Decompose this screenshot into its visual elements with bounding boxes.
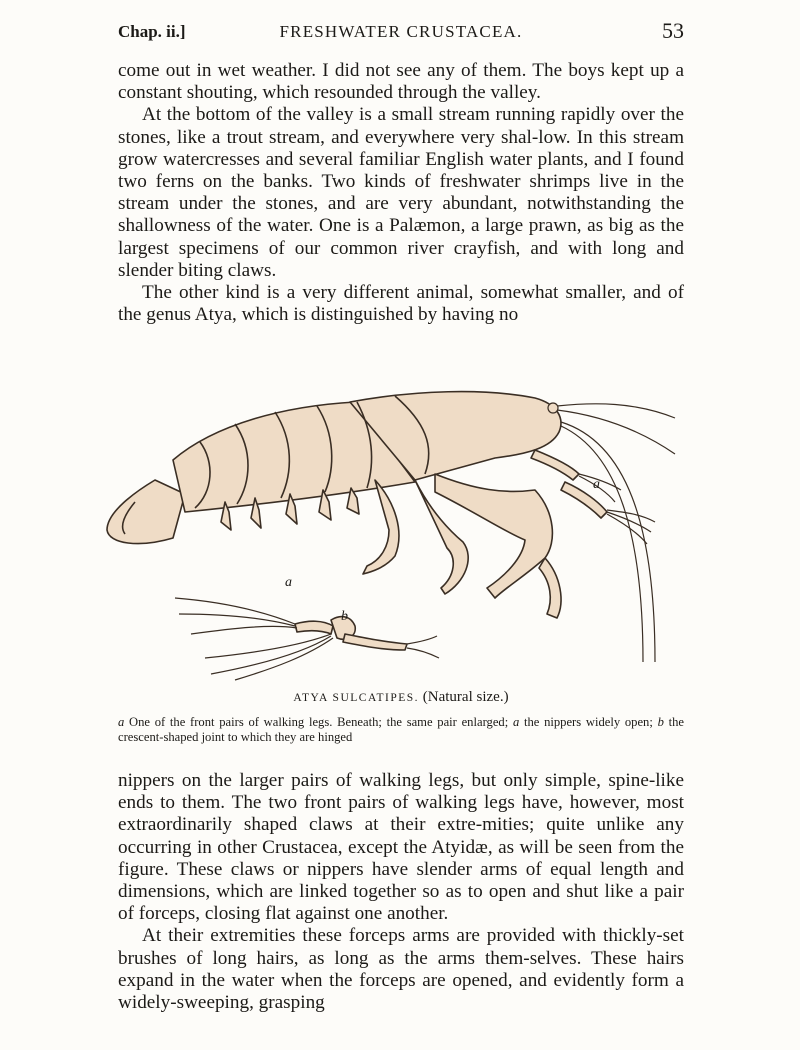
- figure-caption-title: [118, 689, 684, 706]
- paragraph: come out in wet weather. I did not see any of them. The boys kept up a constant shouting, which resounded through the valley.: [118, 60, 684, 104]
- nipper-leg: [561, 482, 607, 518]
- long-antenna: [561, 422, 655, 662]
- figure-label-a: a: [593, 477, 600, 492]
- eye: [548, 403, 558, 413]
- species-name: ATYA SULCATIPES.: [293, 692, 420, 704]
- detail-brush: [205, 634, 333, 680]
- detail-brush: [175, 598, 297, 634]
- caption-text: the crescent-shaped joint to which they are hinged: [118, 715, 684, 744]
- caption-size: (Natural size.): [422, 689, 509, 705]
- caption-letter-a: a: [512, 715, 520, 729]
- chapter-label: Chap. ii.]: [118, 22, 186, 41]
- antenna: [557, 410, 675, 454]
- caption-letter-b: b: [657, 715, 664, 729]
- large-walking-leg-claw: [539, 558, 561, 618]
- nipper-leg: [531, 450, 579, 480]
- detail-leg: [295, 621, 333, 634]
- running-title: FRESHWATER CRUSTACEA.: [279, 22, 523, 41]
- text-block-bottom: [118, 770, 684, 1014]
- paragraph: The other kind is a very different animal, somewhat smaller, and of the genus Atya, which is distinguished by having no: [118, 282, 684, 326]
- antenna: [557, 404, 675, 418]
- paragraph: nippers on the larger pairs of walking legs, but only simple, spine-like ends to them. The two front pairs of walking legs have, however, most extraordinarily shaped claws at their extre-mities; quite unlike any occurring in other Crustacea, except the Atyidæ, as will be seen from the figure. These claws or nippers have slender arms of equal length and dimensions, which are linked together so as to open and shut like a pair of forceps, closing flat against one another.: [118, 770, 684, 925]
- tail-fan: [107, 480, 185, 544]
- figure-caption-note: [118, 715, 684, 745]
- long-antenna: [561, 426, 643, 662]
- detail-leg-lower: [343, 634, 407, 650]
- detail-nipper: [407, 636, 439, 658]
- caption-letter-a: a: [118, 715, 125, 729]
- page-number: 53: [662, 18, 684, 43]
- atya-illustration: [95, 362, 715, 682]
- paragraph: At their extremities these forceps arms are provided with thickly-set brushes of long hairs, as long as the arms them-selves. These hairs expand in the water when the forceps are opened, and evidently form a widely-sweeping, grasping: [118, 925, 684, 1014]
- caption-text: the nippers widely open;: [519, 715, 658, 729]
- atya-drawing: [95, 362, 715, 682]
- figure-label-a-detail: a: [285, 575, 292, 590]
- running-header: [118, 18, 684, 48]
- text-block-top: [118, 60, 684, 326]
- paragraph: At the bottom of the valley is a small stream running rapidly over the stones, like a trout stream, and everywhere very shal-low. In this stream grow watercresses and several familiar English water plants, and I found two ferns on the banks. Two kinds of freshwater shrimps live in the stream under the stones, and are very abundant, notwithstanding the shallowness of the water. One is a Palæmon, a large prawn, as big as the largest specimens of our common river crayfish, and with long and slender biting claws.: [118, 104, 684, 281]
- caption-text: One of the front pairs of walking legs. Beneath; the same pair enlarged;: [124, 715, 509, 729]
- walking-leg: [363, 480, 399, 574]
- figure-label-b: b: [341, 609, 348, 624]
- hair-tuft: [607, 510, 655, 544]
